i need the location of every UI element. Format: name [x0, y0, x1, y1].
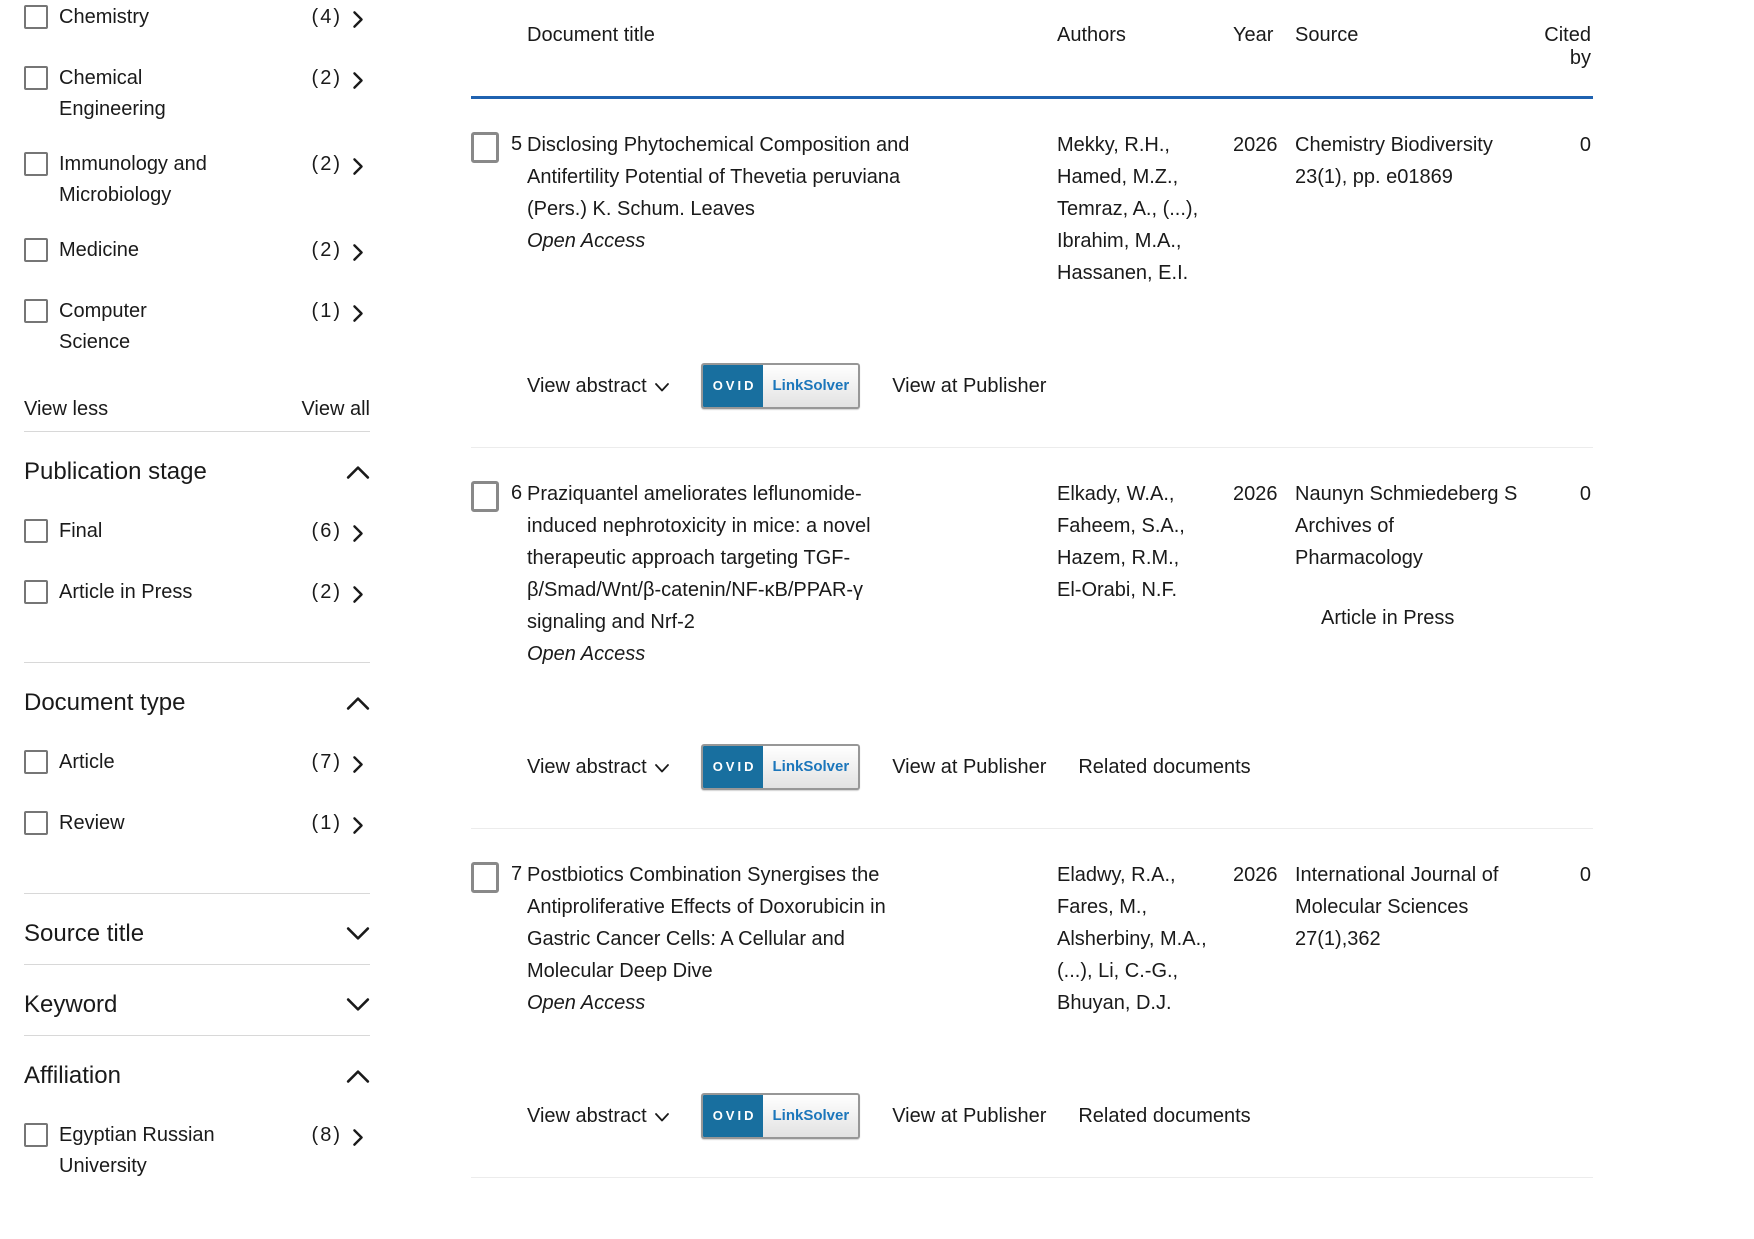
- author-name[interactable]: Eladwy, R.A.,: [1057, 864, 1176, 886]
- result-title-cell: [527, 859, 1057, 1019]
- chevron-right-icon[interactable]: [352, 155, 370, 186]
- author-name[interactable]: Hamed, M.Z.,: [1057, 166, 1179, 188]
- chevron-down-icon: [655, 1100, 669, 1132]
- filters-sidebar: [24, 0, 370, 1230]
- author-name[interactable]: Alsherbiny, M.A.,: [1057, 928, 1207, 950]
- chevron-right-icon[interactable]: [352, 8, 370, 39]
- result-actions: [527, 744, 1593, 790]
- filter-section: [24, 663, 370, 894]
- result-year: 2026: [1233, 134, 1278, 156]
- open-access-label: Open Access: [527, 643, 646, 665]
- filter-section-title: Document type: [24, 689, 186, 716]
- author-name[interactable]: Ibrahim, M.A.,: [1057, 230, 1182, 252]
- result-select-cell: [471, 478, 527, 670]
- filter-checkbox[interactable]: [24, 1123, 48, 1147]
- document-title-link[interactable]: Disclosing Phytochemical Composition and Antifertility Potential of Thevetia peruviana (Pers.) K. Schum. Leaves: [527, 134, 910, 220]
- filter-label: Article in Press: [59, 581, 193, 603]
- document-title-link[interactable]: Postbiotics Combination Synergises the Antiproliferative Effects of Doxorubicin in Gastric Cancer Cells: A Cellular and Molecular Deep Dive: [527, 864, 886, 982]
- result-authors[interactable]: [1057, 129, 1233, 289]
- filter-section-header[interactable]: [24, 991, 370, 1019]
- chevron-down-icon[interactable]: [346, 991, 370, 1019]
- ovid-linksolver-badge[interactable]: [701, 1093, 861, 1139]
- filter-item: [24, 296, 370, 358]
- filter-section-title: Source title: [24, 920, 145, 947]
- result-source-lines: Naunyn Schmiedeberg S Archives of Pharmacology: [1295, 483, 1518, 569]
- filter-count: (2): [311, 153, 342, 175]
- filter-label: Egyptian Russian University: [59, 1124, 215, 1177]
- chevron-right-icon[interactable]: [352, 69, 370, 100]
- result-actions: [527, 1093, 1593, 1139]
- filter-checkbox[interactable]: [24, 299, 48, 323]
- view-abstract-link[interactable]: View abstract: [527, 370, 669, 402]
- filter-count: (2): [311, 581, 342, 603]
- results-rows: [471, 99, 1593, 1178]
- chevron-up-icon[interactable]: [346, 689, 370, 717]
- filter-label: Article: [59, 751, 115, 773]
- filter-section: [24, 965, 370, 1036]
- result-year: 2026: [1233, 483, 1278, 505]
- result-checkbox[interactable]: [471, 132, 499, 163]
- result-actions: [527, 363, 1593, 409]
- ovid-logo: OVID: [703, 1095, 764, 1137]
- chevron-up-icon[interactable]: [346, 1062, 370, 1090]
- filter-item: [24, 577, 370, 614]
- result-title-cell: [527, 129, 1057, 289]
- filter-label: Final: [59, 520, 103, 542]
- view-toggle-row: [24, 398, 370, 432]
- filter-section-items: [24, 1120, 370, 1182]
- result-checkbox[interactable]: [471, 862, 499, 893]
- chevron-down-icon: [655, 751, 669, 783]
- view-at-publisher-link[interactable]: View at Publisher: [892, 1105, 1047, 1127]
- filter-item: [24, 235, 370, 272]
- filter-count: (8): [311, 1124, 342, 1146]
- header-authors: Authors: [1057, 24, 1233, 99]
- open-access-label: Open Access: [527, 992, 646, 1014]
- author-name[interactable]: Hassanen, E.I.: [1057, 262, 1189, 284]
- author-name[interactable]: Elkady, W.A.,: [1057, 483, 1175, 505]
- filter-section-header[interactable]: [24, 689, 370, 717]
- result-select-cell: [471, 859, 527, 1019]
- filter-count: (2): [311, 67, 342, 89]
- chevron-right-icon[interactable]: [352, 241, 370, 272]
- view-at-publisher-link[interactable]: View at Publisher: [892, 375, 1047, 397]
- results-table-header: [471, 0, 1593, 99]
- result-source-lines: International Journal of Molecular Sciences 27(1),362: [1295, 864, 1499, 950]
- filter-item: [24, 2, 370, 39]
- author-name[interactable]: Fares, M.,: [1057, 896, 1148, 918]
- view-abstract-link[interactable]: View abstract: [527, 751, 669, 783]
- filter-checkbox[interactable]: [24, 66, 48, 90]
- filter-section-title: Publication stage: [24, 458, 207, 485]
- filter-count: (1): [311, 812, 342, 834]
- filter-checkbox[interactable]: [24, 519, 48, 543]
- view-at-publisher-link[interactable]: View at Publisher: [892, 756, 1047, 778]
- result-number: 5: [511, 133, 523, 155]
- linksolver-label: LinkSolver: [763, 365, 858, 407]
- article-in-press-note: Article in Press: [1321, 607, 1455, 629]
- result-year: 2026: [1233, 864, 1278, 886]
- result-row: [471, 99, 1593, 448]
- view-abstract-link[interactable]: View abstract: [527, 1100, 669, 1132]
- results-table: [471, 0, 1593, 1178]
- ovid-logo: OVID: [703, 746, 764, 788]
- filter-section-header[interactable]: [24, 920, 370, 948]
- ovid-logo: OVID: [703, 365, 764, 407]
- author-name[interactable]: Bhuyan, D.J.: [1057, 992, 1172, 1014]
- filter-section-header[interactable]: [24, 1062, 370, 1090]
- author-name[interactable]: Faheem, S.A.,: [1057, 515, 1185, 537]
- filter-item: [24, 516, 370, 553]
- result-source[interactable]: [1295, 129, 1523, 289]
- filter-label: Medicine: [59, 239, 140, 261]
- filter-checkbox[interactable]: [24, 238, 48, 262]
- subject-area-filter-list: [24, 0, 370, 358]
- author-name[interactable]: El-Orabi, N.F.: [1057, 579, 1178, 601]
- result-select-cell: [471, 129, 527, 289]
- author-name[interactable]: (...), Li, C.-G.,: [1057, 960, 1179, 982]
- filter-label: Chemical Engineering: [59, 67, 166, 120]
- header-document-title: Document title: [527, 24, 1057, 99]
- filter-item: [24, 1120, 370, 1182]
- author-name[interactable]: Temraz, A., (...),: [1057, 198, 1199, 220]
- result-source[interactable]: [1295, 859, 1523, 1019]
- header-select-spacer: [471, 24, 527, 99]
- cited-by-count: 0: [1579, 864, 1591, 886]
- filter-item: [24, 808, 370, 845]
- related-documents-link[interactable]: Related documents: [1078, 756, 1251, 778]
- author-name[interactable]: Hazem, R.M.,: [1057, 547, 1180, 569]
- result-authors[interactable]: [1057, 478, 1233, 670]
- filter-section-header[interactable]: [24, 458, 370, 486]
- filter-checkbox[interactable]: [24, 580, 48, 604]
- chevron-down-icon: [655, 370, 669, 402]
- filter-section-title: Keyword: [24, 991, 118, 1018]
- filter-label: Computer Science: [59, 300, 147, 353]
- filter-label: Review: [59, 812, 125, 834]
- header-year: Year: [1233, 24, 1295, 99]
- filter-count: (1): [311, 300, 342, 322]
- author-name[interactable]: Mekky, R.H.,: [1057, 134, 1170, 156]
- view-less-link[interactable]: View less: [24, 398, 109, 420]
- filter-section: [24, 1036, 370, 1230]
- result-number: 7: [511, 863, 523, 885]
- filter-section-items: [24, 747, 370, 845]
- ovid-linksolver-badge[interactable]: [701, 744, 861, 790]
- filter-checkbox[interactable]: [24, 811, 48, 835]
- ovid-linksolver-badge[interactable]: [701, 363, 861, 409]
- view-all-link[interactable]: View all: [301, 398, 370, 420]
- filter-checkbox[interactable]: [24, 152, 48, 176]
- filter-section-title: Affiliation: [24, 1062, 121, 1089]
- chevron-down-icon[interactable]: [346, 920, 370, 948]
- result-authors[interactable]: [1057, 859, 1233, 1019]
- header-cited-by: Cited by: [1523, 24, 1593, 99]
- result-checkbox[interactable]: [471, 481, 499, 512]
- filter-item: [24, 747, 370, 784]
- chevron-right-icon[interactable]: [352, 1126, 370, 1157]
- filter-checkbox[interactable]: [24, 5, 48, 29]
- filter-count: (4): [311, 6, 342, 28]
- result-source[interactable]: [1295, 478, 1523, 670]
- filter-count: (7): [311, 751, 342, 773]
- chevron-right-icon[interactable]: [352, 302, 370, 333]
- header-source: Source: [1295, 24, 1523, 99]
- filter-section-items: [24, 516, 370, 614]
- chevron-right-icon[interactable]: [352, 522, 370, 553]
- filter-count: (6): [311, 520, 342, 542]
- result-number: 6: [511, 482, 523, 504]
- open-access-label: Open Access: [527, 230, 646, 252]
- filter-count: (2): [311, 239, 342, 261]
- result-row: [471, 448, 1593, 829]
- filter-item: [24, 149, 370, 211]
- related-documents-link[interactable]: Related documents: [1078, 1105, 1251, 1127]
- filter-checkbox[interactable]: [24, 750, 48, 774]
- chevron-right-icon[interactable]: [352, 814, 370, 845]
- cited-by-count: 0: [1579, 134, 1591, 156]
- filter-section: [24, 432, 370, 663]
- document-title-link[interactable]: Praziquantel ameliorates leflunomide- induced nephrotoxicity in mice: a novel therapeutic approach targeting TGF- β/Smad/Wnt/β-catenin/NF-κB/PPAR-γ signaling and Nrf-2: [527, 483, 871, 633]
- result-title-cell: [527, 478, 1057, 670]
- chevron-right-icon[interactable]: [352, 583, 370, 614]
- linksolver-label: LinkSolver: [763, 1095, 858, 1137]
- filter-section: [24, 894, 370, 965]
- filter-label: Immunology and Microbiology: [59, 153, 207, 206]
- filter-label: Chemistry: [59, 6, 150, 28]
- chevron-right-icon[interactable]: [352, 753, 370, 784]
- result-row: [471, 829, 1593, 1178]
- linksolver-label: LinkSolver: [763, 746, 858, 788]
- result-source-lines: Chemistry Biodiversity 23(1), pp. e01869: [1295, 134, 1493, 188]
- cited-by-count: 0: [1579, 483, 1591, 505]
- chevron-up-icon[interactable]: [346, 458, 370, 486]
- filter-sections: [24, 432, 370, 1230]
- filter-item: [24, 63, 370, 125]
